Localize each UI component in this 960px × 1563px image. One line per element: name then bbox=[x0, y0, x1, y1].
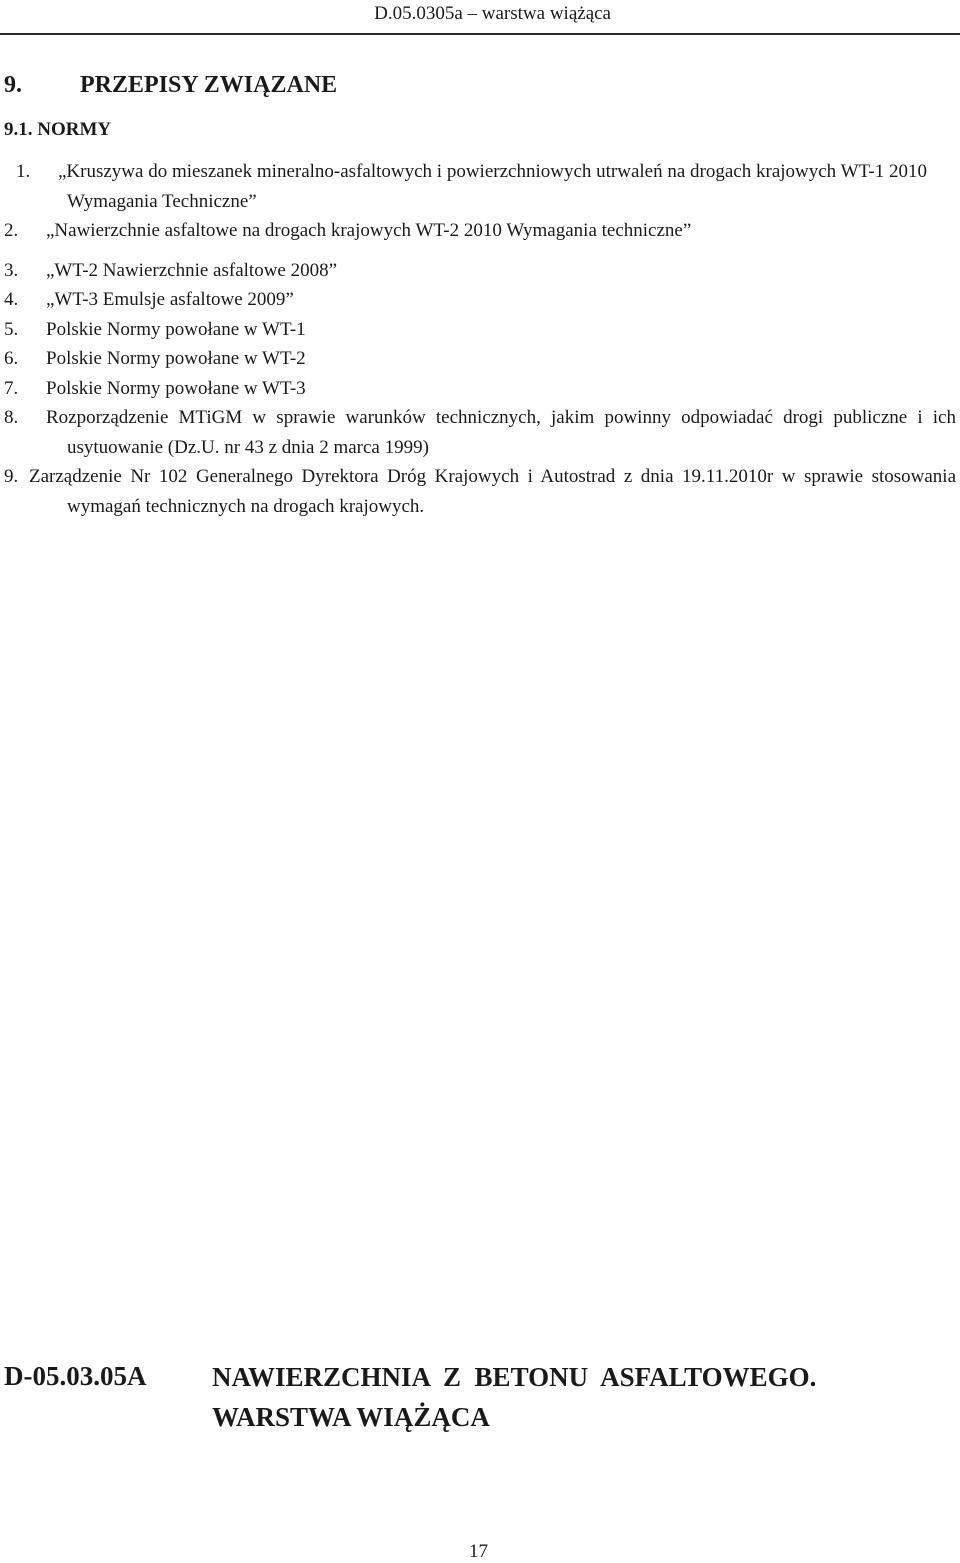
spec-title bbox=[212, 1357, 816, 1437]
list-item-text: Zarządzenie Nr 102 Generalnego Dyrektora Dróg Krajowych i Autostrad z dnia 19.11.2010r w sprawie stosowania wymagań technicznych na drogach krajowych. bbox=[29, 466, 956, 517]
list-item bbox=[4, 315, 956, 345]
spec-code: D-05.03.05A bbox=[4, 1361, 147, 1391]
list-item-number: 6. bbox=[4, 348, 19, 369]
list-item-text: „Kruszywa do mieszanek mineralno-asfaltowych i powierzchniowych utrwaleń na drogach krajowych WT-1 2010 Wymagania Techniczne” bbox=[58, 161, 927, 212]
list-item-number: 5. bbox=[4, 318, 19, 340]
list-item-text: Polskie Normy powołane w WT-1 bbox=[46, 318, 306, 340]
section-title: PRZEPISY ZWIĄZANE bbox=[80, 72, 338, 98]
list-item-text: „Nawierzchnie asfaltowe na drogach krajowych WT-2 2010 Wymagania techniczne” bbox=[46, 220, 692, 241]
subsection-heading: 9.1. NORMY bbox=[4, 119, 112, 140]
spec-title-line-2: WARSTWA WIĄŻĄCA bbox=[212, 1402, 490, 1432]
list-item bbox=[4, 374, 956, 404]
section-heading bbox=[4, 70, 337, 100]
list-item bbox=[4, 462, 956, 521]
running-header: D.05.0305a – warstwa wiążąca bbox=[374, 3, 611, 24]
page-number: 17 bbox=[469, 1541, 488, 1562]
norms-list bbox=[4, 157, 956, 521]
list-item-number: 2. bbox=[4, 220, 19, 241]
list-item-number: 1. bbox=[16, 161, 31, 182]
list-item-text: Polskie Normy powołane w WT-3 bbox=[46, 377, 306, 399]
list-item-text: Rozporządzenie MTiGM w sprawie warunków technicznych, jakim powinny odpowiadać drogi publiczne i ich usytuowanie (Dz.U. nr 43 z dnia 2 marca 1999) bbox=[46, 407, 956, 458]
list-item-number: 9. bbox=[4, 466, 19, 487]
header-rule bbox=[0, 33, 960, 35]
list-item bbox=[4, 344, 956, 374]
list-item bbox=[4, 256, 956, 286]
list-item-text: Polskie Normy powołane w WT-2 bbox=[46, 348, 306, 369]
list-item-text: „WT-3 Emulsje asfaltowe 2009” bbox=[46, 289, 294, 310]
spec-title-line-1: NAWIERZCHNIA Z BETONU ASFALTOWEGO. bbox=[212, 1362, 817, 1392]
list-item-number: 3. bbox=[4, 259, 19, 281]
list-item bbox=[4, 285, 956, 315]
section-number: 9. bbox=[4, 72, 22, 98]
list-item bbox=[4, 403, 956, 462]
list-item-number: 7. bbox=[4, 377, 19, 399]
list-item-number: 4. bbox=[4, 289, 19, 310]
list-item-text: „WT-2 Nawierzchnie asfaltowe 2008” bbox=[46, 259, 338, 281]
list-item bbox=[4, 157, 956, 216]
list-item bbox=[4, 216, 956, 246]
list-item-number: 8. bbox=[4, 407, 19, 428]
